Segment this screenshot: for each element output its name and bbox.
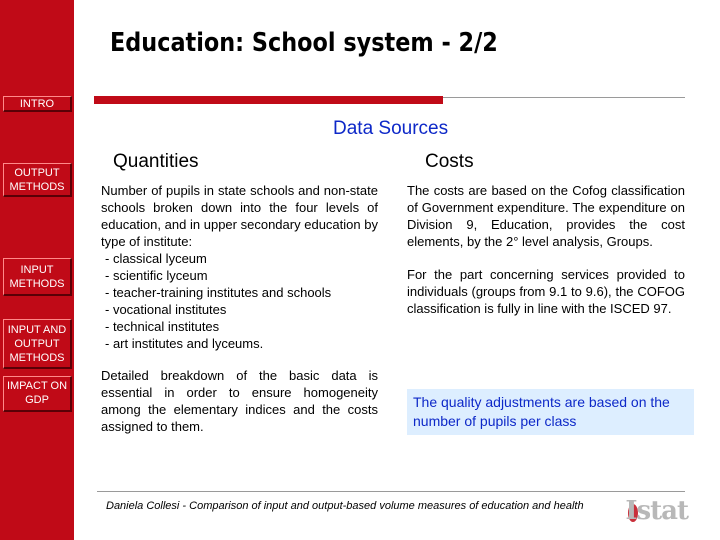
section-title: Data Sources xyxy=(333,118,449,139)
quantities-heading: Quantities xyxy=(113,151,199,172)
istat-logo xyxy=(625,496,690,530)
nav-button-input-output-methods[interactable]: INPUT AND OUTPUT METHODS xyxy=(3,319,72,369)
nav-button-input-methods[interactable]: INPUT METHODS xyxy=(3,258,72,296)
costs-paragraph-2: For the part concerning services provided to individuals (groups from 9.1 to 9.6), the COFOG classification is fully in line with the ISCED 97. xyxy=(407,267,685,316)
list-item: - technical institutes xyxy=(105,319,220,334)
sidebar xyxy=(0,0,74,540)
title-divider xyxy=(443,97,685,98)
page-title: Education: School system - 2/2 xyxy=(110,28,498,58)
costs-heading: Costs xyxy=(425,151,474,172)
list-item: - art institutes and lyceums. xyxy=(105,336,264,351)
list-item: - teacher-training institutes and schools xyxy=(105,285,332,300)
footer-divider xyxy=(97,491,685,492)
nav-button-impact-on-gdp[interactable]: IMPACT ON GDP xyxy=(3,376,72,412)
list-item: - scientific lyceum xyxy=(105,268,208,283)
quantities-note: Detailed breakdown of the basic data is essential in order to ensure homogeneity among the elementary indices and the costs assigned to them. xyxy=(101,368,378,434)
quality-note-box: The quality adjustments are based on the number of pupils per class xyxy=(407,389,694,435)
nav-button-intro[interactable]: INTRO xyxy=(3,96,72,112)
title-underline-bar xyxy=(94,96,443,104)
logo-text: Istat xyxy=(625,496,688,526)
list-item: - vocational institutes xyxy=(105,302,227,317)
costs-paragraph-1: The costs are based on the Cofog classification of Government expenditure. The expenditure on Division 9, Education, provides the cost elements, by the 2° level analysis, Groups. xyxy=(407,183,685,249)
nav-button-output-methods[interactable]: OUTPUT METHODS xyxy=(3,163,72,197)
costs-column xyxy=(407,182,685,317)
quantities-column xyxy=(101,182,378,435)
footer-credit: Daniela Collesi - Comparison of input and output-based volume measures of education and health xyxy=(106,500,584,512)
quantities-intro: Number of pupils in state schools and non-state schools broken down into the four levels of education, and in upper secondary education by type of institute: xyxy=(101,183,378,249)
list-item: - classical lyceum xyxy=(105,251,207,266)
